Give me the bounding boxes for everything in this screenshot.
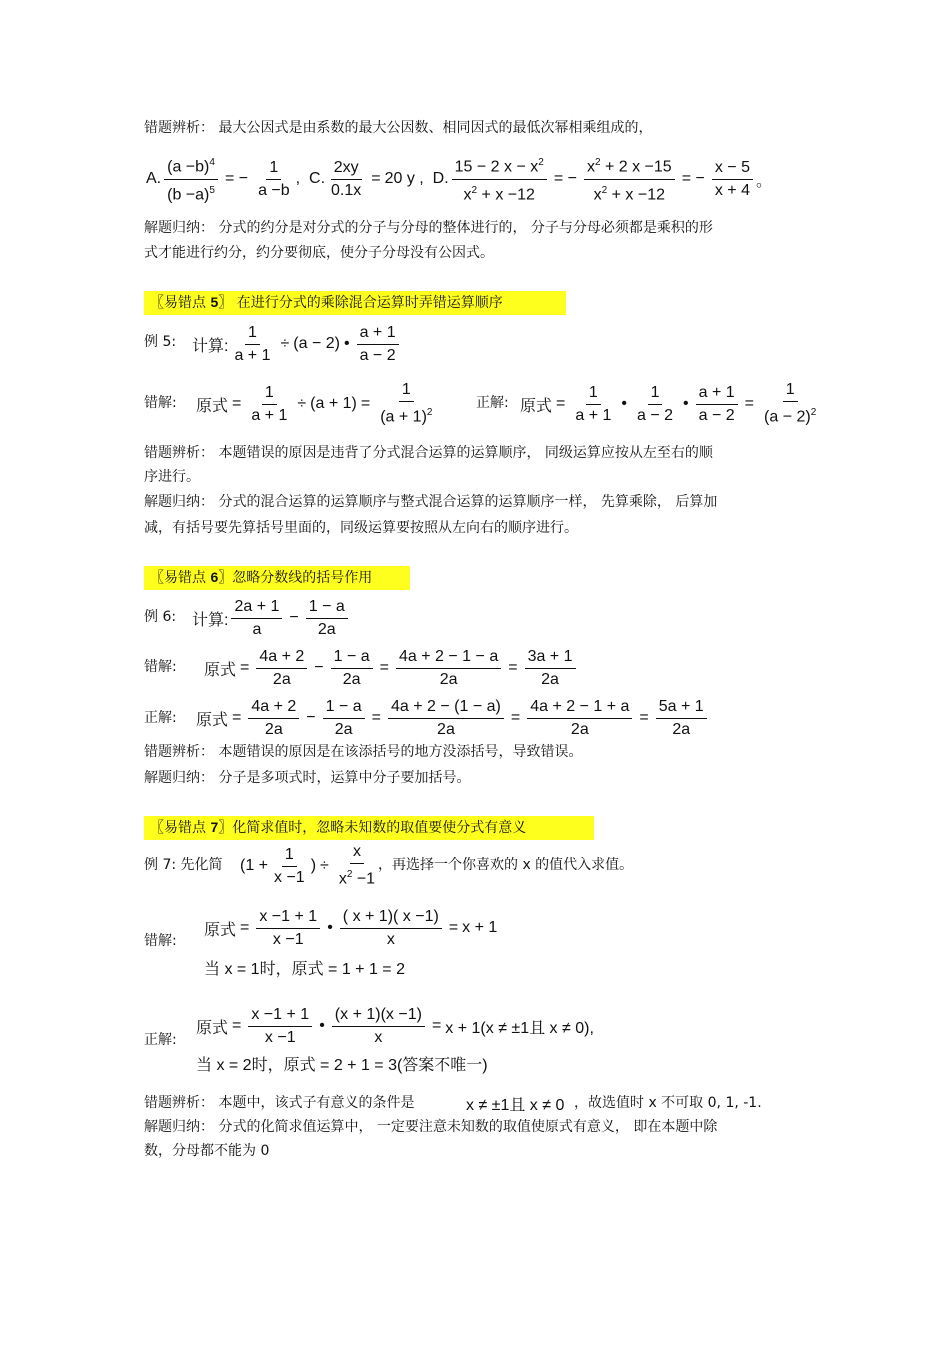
point5-summary-2: 减，有括号要先算括号里面的，同级运算要按照从左向右的顺序进行。 xyxy=(144,520,578,536)
point7-summary-1: 解题归纳： 分式的化简求值运算中， 一定要注意未知数的取值使原式有意义， 即在本题中除 xyxy=(144,1119,718,1135)
point7-heading: 〖易错点 7〗化简求值时，忽略未知数的取值要使分式有意义 xyxy=(144,816,594,840)
point6-heading: 〖易错点 6〗忽略分数线的括号作用 xyxy=(144,566,410,590)
point7-wrong-formula: 原式 = $\frac{x -1 + 1}{x -1}$ • $\frac{( x + 1)( x -1)}{x}$ = x + 1 xyxy=(204,907,498,948)
point7-analysis-a: 错题辨析： 本题中，该式子有意义的条件是 xyxy=(144,1095,415,1111)
point6-analysis: 错题辨析： 本题错误的原因是在该添括号的地方没添括号，导致错误。 xyxy=(144,744,583,760)
summary-line-1: 解题归纳： 分式的约分是对分式的分子与分母的整体进行的， 分子与分母必须都是乘积的形 xyxy=(144,220,713,236)
point6-wrong-label: 错解: xyxy=(144,659,177,675)
point5-right-label: 正解: xyxy=(476,395,509,411)
point7-summary-2: 数，分母都不能为 0 xyxy=(144,1143,270,1159)
point5-wrong-formula: 原式 = $\frac{1}{a + 1}$ ÷ (a + 1) = $\frac{1}{(a + 1)^2}$ xyxy=(196,381,433,426)
point6-wrong-formula: 原式 = $\frac{4a + 2}{2a}$ − $\frac{1 - a}{2a}$ = $\frac{4a + 2 - 1 - a}{2a}$ = $\frac{3a + 1}{2a}$ xyxy=(204,642,579,694)
option-a-formula: A. $\frac{(a -b)^4}{(b -a)^5}$ = − $\frac{1}{a -b}$ , C. $\frac{2xy}{0.1x}$ = 20 y , D. $\frac{15 - 2 x - x^2}{x^2 + x -12}$ = − $\frac{x^2 + 2 x -15}{x^2 + x -12}$ = − $\frac{x - 5}{x + 4}$ 。 xyxy=(146,152,772,206)
point7-wrong-label: 错解: xyxy=(144,933,177,949)
example7-label: 例 7: 先化简 xyxy=(144,857,223,873)
summary-line-2: 式才能进行约分，约分要彻底，使分子分母没有公因式。 xyxy=(144,245,494,261)
point6-summary: 解题归纳： 分子是多项式时，运算中分子要加括号。 xyxy=(144,770,471,786)
point6-right-label: 正解: xyxy=(144,710,177,726)
point7-analysis-cond: x ≠ ±1且 x ≠ 0 xyxy=(466,1096,565,1114)
point5-summary-1: 解题归纳： 分式的混合运算的运算顺序与整式混合运算的运算顺序一样， 先算乘除， 后算加 xyxy=(144,494,718,510)
example6-formula: 计算: 2a + 1 a − $\frac{1 - a}{2a}$ xyxy=(192,592,351,644)
point7-right-label: 正解: xyxy=(144,1032,177,1048)
analysis-text: 错题辨析： 最大公因式是由系数的最大公因数、相同因式的最低次幂相乘组成的， xyxy=(144,120,653,136)
point5-analysis-1: 错题辨析： 本题错误的原因是违背了分式混合运算的运算顺序， 同级运算应按从左至右的顺 xyxy=(144,445,713,461)
point5-analysis-2: 序进行。 xyxy=(144,469,200,485)
point5-heading: 〖易错点 5〗 在进行分式的乘除混合运算时弄错运算顺序 xyxy=(144,291,566,315)
point6-right-formula: 原式 = $\frac{4a + 2}{2a}$ − $\frac{1 - a}{2a}$ = $\frac{4a + 2 - (1 - a)}{2a}$ = $\frac{4a + 2 - 1 + a}{2a}$ = $\frac{5a + 1}{2a}$ xyxy=(196,692,710,744)
example7-formula: (1 + $\frac{1}{x -1}$ ) ÷ $\frac{x}{x^2 -1}$ xyxy=(240,843,376,888)
point7-analysis-b: ，故选值时 x 不可取 0, 1, -1. xyxy=(574,1095,762,1111)
point5-wrong-label: 错解: xyxy=(144,395,177,411)
example6-label: 例 6: xyxy=(144,609,177,625)
example5-label: 例 5: xyxy=(144,334,177,350)
point7-wrong-line2: 当 x = 1时，原式 = 1 + 1 = 2 xyxy=(204,960,405,978)
point7-right-formula: 原式 = $\frac{x -1 + 1}{x -1}$ • $\frac{(x + 1)(x -1)}{x}$ = x + 1(x ≠ ±1且 x ≠ 0), xyxy=(196,1005,594,1046)
point5-right-formula: 原式 = $\frac{1}{a + 1}$ • 1 a − 2 • $\frac{a + 1}{a - 2}$ = $\frac{1}{(a - 2)^2}$ xyxy=(520,381,817,426)
example5-formula: 计算: $\frac{1}{a + 1}$ ÷ (a − 2) • a + 1 a − 2 xyxy=(192,318,402,370)
example7-text: ，再选择一个你喜欢的 x 的值代入求值。 xyxy=(378,857,634,873)
point7-right-line2: 当 x = 2时，原式 = 2 + 1 = 3(答案不唯一) xyxy=(196,1056,488,1074)
